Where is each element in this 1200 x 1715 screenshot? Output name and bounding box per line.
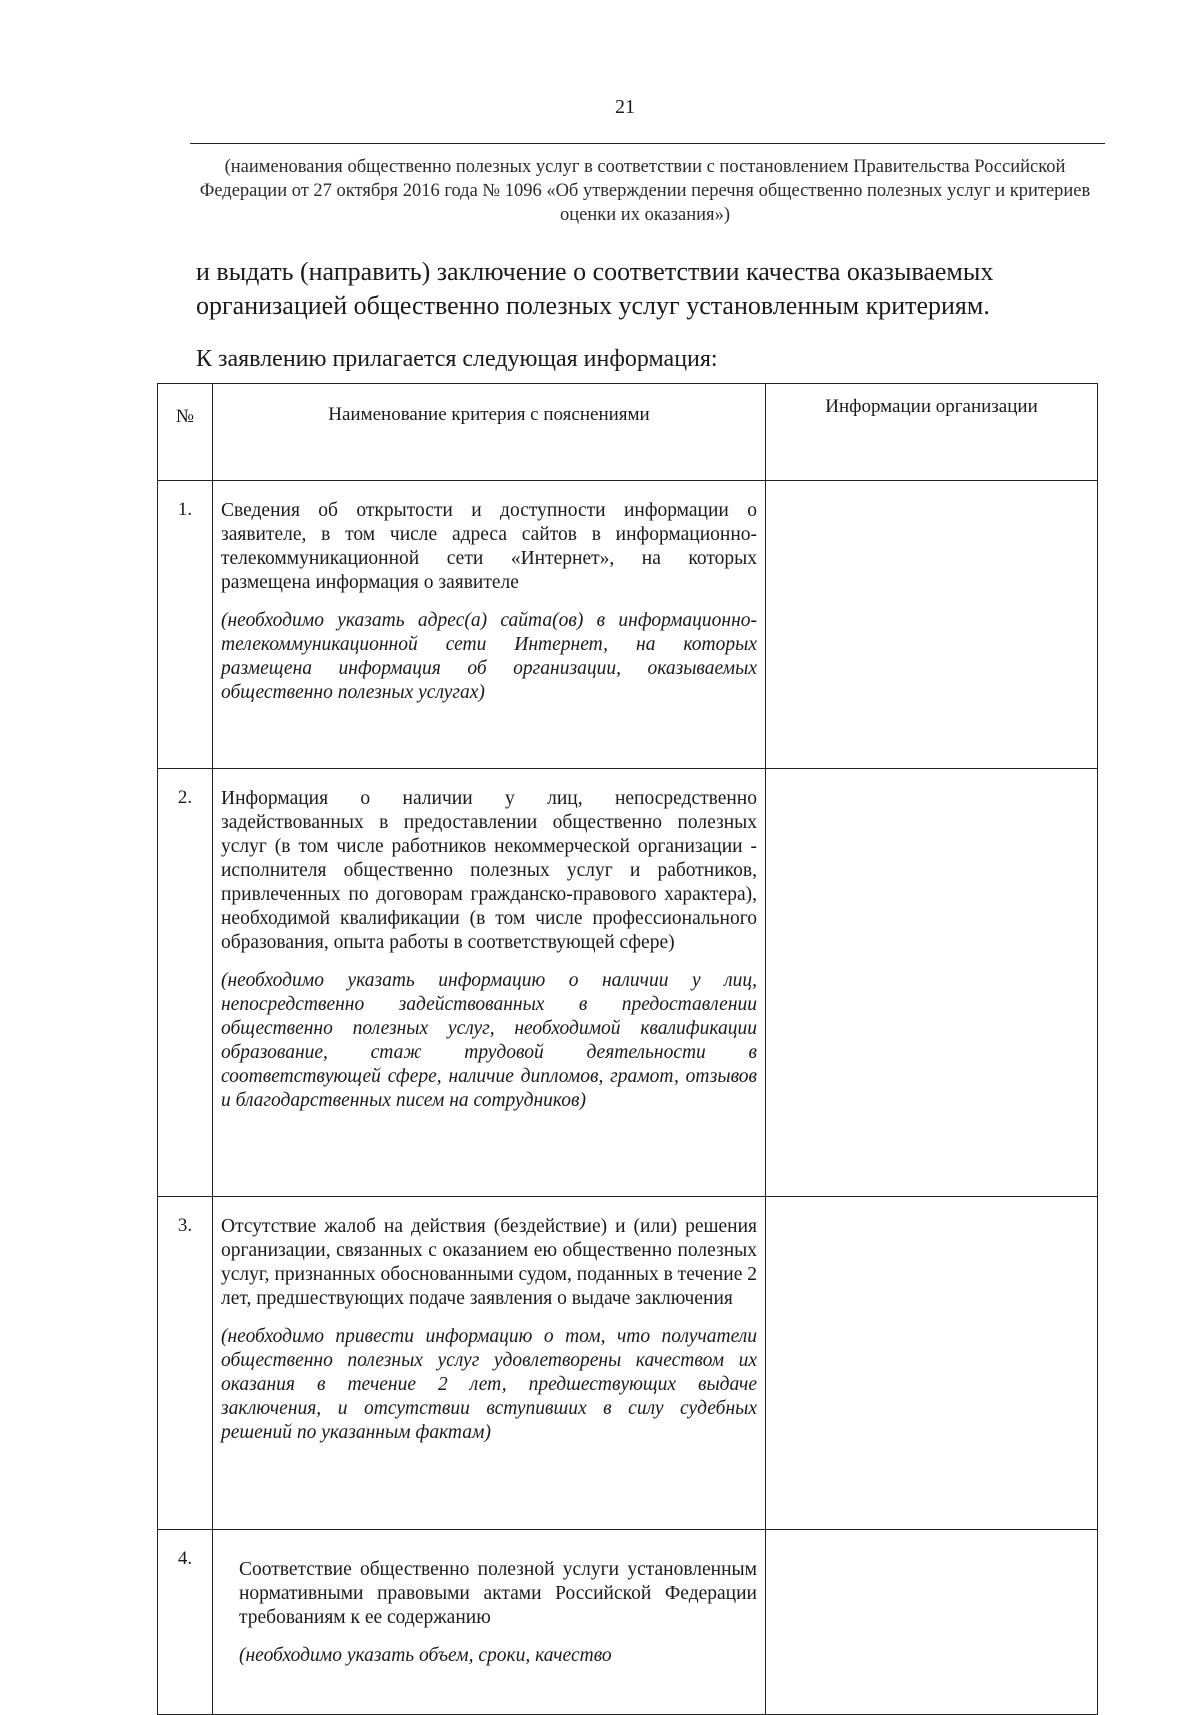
criterion-note: (необходимо указать адрес(а) сайта(ов) в информационно-телекоммуникационной сети Интернет, на которых размещена информация об организации, оказываемых общественно полезных услугах): [221, 610, 757, 703]
organization-info-cell: [766, 1530, 1098, 1715]
attachment-intro: К заявлению прилагается следующая информация:: [196, 346, 718, 372]
table-header-row: [158, 384, 1098, 481]
criterion-cell: [213, 769, 766, 1197]
row-number: 4.: [158, 1530, 213, 1715]
header-criterion-name: Наименование критерия с пояснениями: [213, 384, 766, 481]
intro-paragraph: и выдать (направить) заключение о соответствии качества оказываемых организацией общественно полезных услуг установленным критериям.: [196, 257, 994, 320]
row-number: 2.: [158, 769, 213, 1197]
criterion-text: Соответствие общественно полезной услуги установленным нормативными правовыми актами Российской Федерации требованиям к ее содержанию: [239, 1559, 757, 1628]
criterion-note: (необходимо привести информацию о том, что получатели общественно полезных услуг удовлетворены качеством их оказания в течение 2 лет, предшествующих выдаче заключения, и отсутствии вступивших в силу судебных решений по указанным фактам): [221, 1326, 757, 1443]
criterion-cell: [213, 1530, 766, 1715]
organization-info-cell: [766, 769, 1098, 1197]
table-row: [158, 769, 1098, 1197]
organization-info-cell: [766, 481, 1098, 769]
criterion-text: Отсутствие жалоб на действия (бездействие) и (или) решения организации, связанных с оказанием ею общественно полезных услуг, признанных обоснованными судом, поданных в течение 2 лет, предшествующих подаче заявления о выдаче заключения: [221, 1216, 757, 1309]
table-row: [158, 1197, 1098, 1530]
row-number: 1.: [158, 481, 213, 769]
header-caption: (наименования общественно полезных услуг в соответствии с постановлением Правительства Российской Федерации от 27 октября 2016 года № 1096 «Об утверждении перечня общественно полезных услуг и критериев оценки их оказания»): [199, 157, 1091, 225]
header-organization-info: Информации организации: [766, 384, 1098, 481]
page-number: 21: [615, 96, 635, 118]
criteria-table: [157, 383, 1098, 1715]
criterion-cell: [213, 481, 766, 769]
criterion-note: (необходимо указать информацию о наличии у лиц, непосредственно задействованных в предоставлении общественно полезных услуг, необходимой квалификации образование, стаж трудовой деятельности в соответствующей сфере, наличие дипломов, грамот, отзывов и благодарственных писем на сотрудников): [221, 970, 757, 1111]
organization-info-cell: [766, 1197, 1098, 1530]
criterion-text: Сведения об открытости и доступности информации о заявителе, в том числе адреса сайтов в информационно-телекоммуникационной сети «Интернет», на которых размещена информация о заявителе: [221, 500, 757, 593]
header-number: №: [158, 384, 213, 481]
header-rule: [190, 143, 1105, 144]
row-number: 3.: [158, 1197, 213, 1530]
criterion-note: (необходимо указать объем, сроки, качество: [239, 1645, 612, 1666]
table-row: [158, 1530, 1098, 1715]
table-row: [158, 481, 1098, 769]
criterion-text: Информация о наличии у лиц, непосредственно задействованных в предоставлении общественно полезных услуг (в том числе работников некоммерческой организации - исполнителя общественно полезных услуг и работников, привлеченных по договорам гражданско-правового характера), необходимой квалификации (в том числе профессионального образования, опыта работы в соответствующей сфере): [221, 788, 757, 953]
criterion-cell: [213, 1197, 766, 1530]
